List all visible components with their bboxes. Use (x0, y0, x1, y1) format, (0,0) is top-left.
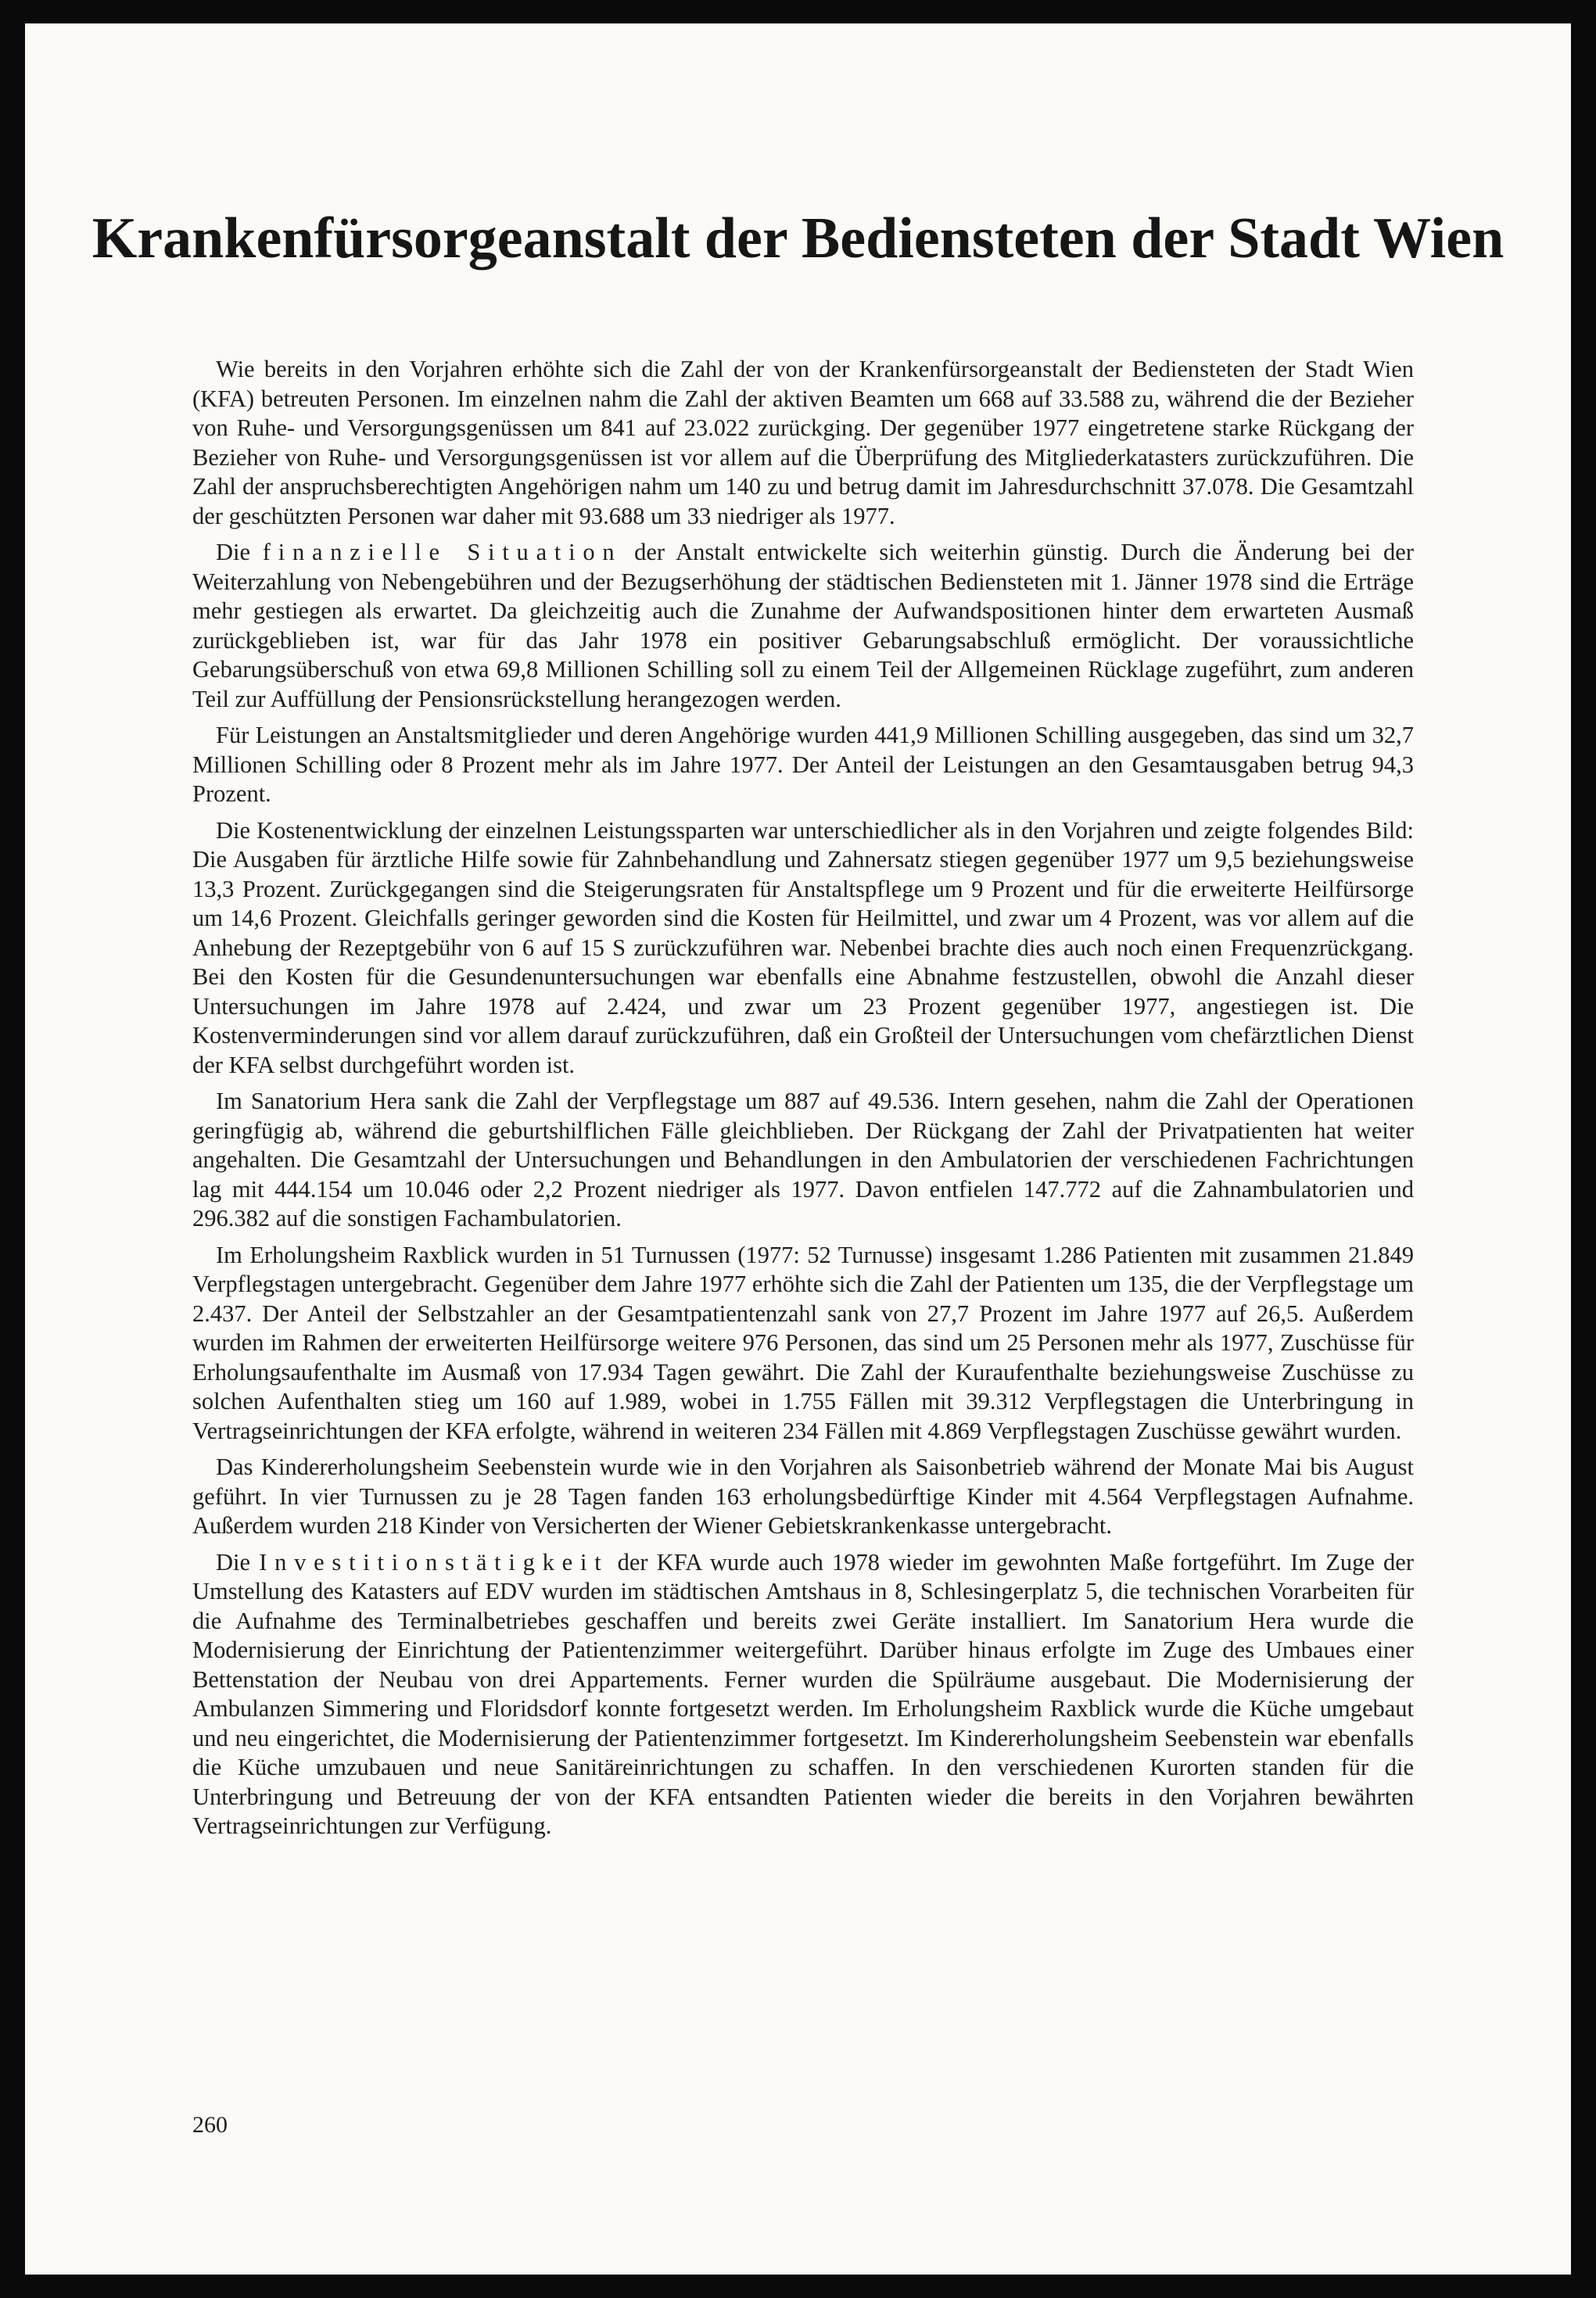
paragraph-cost-development: Die Kostenentwicklung der einzelnen Leistungssparten war unterschiedlicher als in den Vorjahren und zeigte folgendes Bild: Die Ausgaben für ärztliche Hilfe sowie für Zahnbehandlung und Zahnersatz stiegen gegenüber 1977 um 9,5 beziehungsweise 13,3 Prozent. Zurückgegangen sind die Steigerungsraten für Anstaltspflege um 9 Prozent und für die erweiterte Heilfürsorge um 14,6 Prozent. Gleichfalls geringer geworden sind die Kosten für Heilmittel, und zwar um 4 Prozent, was vor allem auf die Anhebung der Rezeptgebühr von 6 auf 15 S zurückzuführen war. Nebenbei brachte dies auch noch einen Frequenzrückgang. Bei den Kosten für die Gesundenuntersuchungen war ebenfalls eine Abnahme festzustellen, obwohl die Anzahl dieser Untersuchungen im Jahre 1978 auf 2.424, und zwar um 23 Prozent gegenüber 1977, angestiegen ist. Die Kostenverminderungen sind vor allem darauf zurückzuführen, daß ein Großteil der Untersuchungen vom chefärztlichen Dienst der KFA selbst durchgeführt worden ist. (192, 816, 1414, 1078)
paragraph-sanatorium-hera: Im Sanatorium Hera sank die Zahl der Verpflegstage um 887 auf 49.536. Intern gesehen, nahm die Zahl der Operationen geringfügig ab, während die geburtshilflichen Fälle gleichblieben. Der Rückgang der Zahl der Privatpatienten hat weiter angehalten. Die Gesamtzahl der Untersuchungen und Behandlungen in den Ambulatorien der verschiedenen Fachrichtungen lag mit 444.154 um 10.046 oder 2,2 Prozent niedriger als 1977. Davon entfielen 147.772 auf die Zahnambulatorien und 296.382 auf die sonstigen Fachambulatorien. (192, 1088, 1414, 1231)
paragraph-lead: Die (216, 1548, 260, 1576)
paragraph-kindererholungsheim: Das Kindererholungsheim Seebenstein wurde wie in den Vorjahren als Saisonbetrieb während der Monate Mai bis August geführt. In vier Turnussen zu je 28 Tagen fanden 163 erholungsbedürftige Kinder mit 4.564 Verpflegstagen Aufnahme. Außerdem wurden 218 Kinder von Versicherten der Wiener Gebietskrankenkasse untergebracht. (192, 1454, 1414, 1539)
body-text (192, 355, 1414, 1848)
paragraph-financial-situation (192, 538, 1414, 714)
spaced-emphasis: finanzielle Situation (262, 539, 622, 565)
paragraph-lead: Die (216, 539, 263, 565)
spaced-emphasis: Investitionstätigkeit (259, 1548, 609, 1576)
paragraph-rest: der Anstalt entwickelte sich weiterhin günstig. Durch die Änderung bei der Weiterzahlung von Nebengebühren und der Bezugserhöhung der städtischen Bediensteten mit 1. Jänner 1978 sind die Erträge mehr gestiegen als erwartet. Da gleichzeitig auch die Zunahme der Aufwandspositionen hinter dem erwarteten Ausmaß zurückgeblieben ist, war für das Jahr 1978 ein positiver Gebarungsabschluß ermöglicht. Der voraussichtliche Gebarungsüberschuß von etwa 69,8 Millionen Schilling soll zu einem Teil der Allgemeinen Rücklage zugeführt, zum anderen Teil zur Auffüllung der Pensionsrückstellung herangezogen werden. (192, 539, 1414, 712)
page-title: Krankenfürsorgeanstalt der Bediensteten der Stadt Wien (91, 206, 1505, 271)
paragraph-investments (192, 1548, 1414, 1841)
document-page (25, 23, 1571, 2275)
page-number: 260 (192, 2112, 228, 2138)
paragraph-benefits: Für Leistungen an Anstaltsmitglieder und deren Angehörige wurden 441,9 Millionen Schilling ausgegeben, das sind um 32,7 Millionen Schilling oder 8 Prozent mehr als im Jahre 1977. Der Anteil der Leistungen an den Gesamtausgaben betrug 94,3 Prozent. (192, 722, 1414, 807)
paragraph-membership: Wie bereits in den Vorjahren erhöhte sich die Zahl der von der Krankenfürsorgeanstalt der Bediensteten der Stadt Wien (KFA) betreuten Personen. Im einzelnen nahm die Zahl der aktiven Beamten um 668 auf 33.588 zu, während die der Bezieher von Ruhe- und Versorgungsgenüssen um 841 auf 23.022 zurückging. Der gegenüber 1977 eingetretene starke Rückgang der Bezieher von Ruhe- und Versorgungsgenüssen ist vor allem auf die Überprüfung des Mitgliederkatasters zurückzuführen. Die Zahl der anspruchsberechtigten Angehörigen nahm um 140 zu und betrug damit im Jahresdurchschnitt 37.078. Die Gesamtzahl der geschützten Personen war daher mit 93.688 um 33 niedriger als 1977. (192, 356, 1414, 529)
paragraph-erholungsheim-raxblick: Im Erholungsheim Raxblick wurden in 51 Turnussen (1977: 52 Turnusse) insgesamt 1.286 Patienten mit zusammen 21.849 Verpflegstagen untergebracht. Gegenüber dem Jahre 1977 erhöhte sich die Zahl der Patienten um 135, die der Verpflegstage um 2.437. Der Anteil der Selbstzahler an der Gesamtpatientenzahl sank von 27,7 Prozent im Jahre 1977 auf 26,5. Außerdem wurden im Rahmen der erweiterten Heilfürsorge weitere 976 Personen, das sind um 25 Personen mehr als 1977, Zuschüsse für Erholungsaufenthalte im Ausmaß von 17.934 Tagen gewährt. Die Zahl der Kuraufenthalte beziehungsweise Zuschüsse zu solchen Aufenthalten stieg um 160 auf 1.989, wobei in 1.755 Fällen mit 39.312 Verpflegstagen die Unterbringung in Vertragseinrichtungen der KFA erfolgte, während in weiteren 234 Fällen mit 4.869 Verpflegstagen Zuschüsse gewährt wurden. (192, 1241, 1414, 1444)
paragraph-rest: der KFA wurde auch 1978 wieder im gewohnten Maße fortgeführt. Im Zuge der Umstellung des Katasters auf EDV wurden im städtischen Amtshaus in 8, Schlesingerplatz 5, die technischen Vorarbeiten für die Aufnahme des Terminalbetriebes geschaffen und bereits zwei Geräte installiert. Im Sanatorium Hera wurde die Modernisierung der Einrichtung der Patientenzimmer weitergeführt. Darüber hinaus erfolgte im Zuge des Umbaues einer Bettenstation der Neubau von drei Appartements. Ferner wurden die Spülräume ausgebaut. Die Modernisierung der Ambulanzen Simmering und Floridsdorf konnte fortgesetzt werden. Im Erholungsheim Raxblick wurde die Küche umgebaut und neu eingerichtet, die Modernisierung der Patientenzimmer fortgesetzt. Im Kindererholungsheim Seebenstein war ebenfalls die Küche umzubauen und neue Sanitäreinrichtungen zu schaffen. In den verschiedenen Kurorten standen für die Unterbringung und Betreuung der von der KFA entsandten Patienten wieder die bereits in den Vorjahren bewährten Vertragseinrichtungen zur Verfügung. (192, 1548, 1414, 1839)
